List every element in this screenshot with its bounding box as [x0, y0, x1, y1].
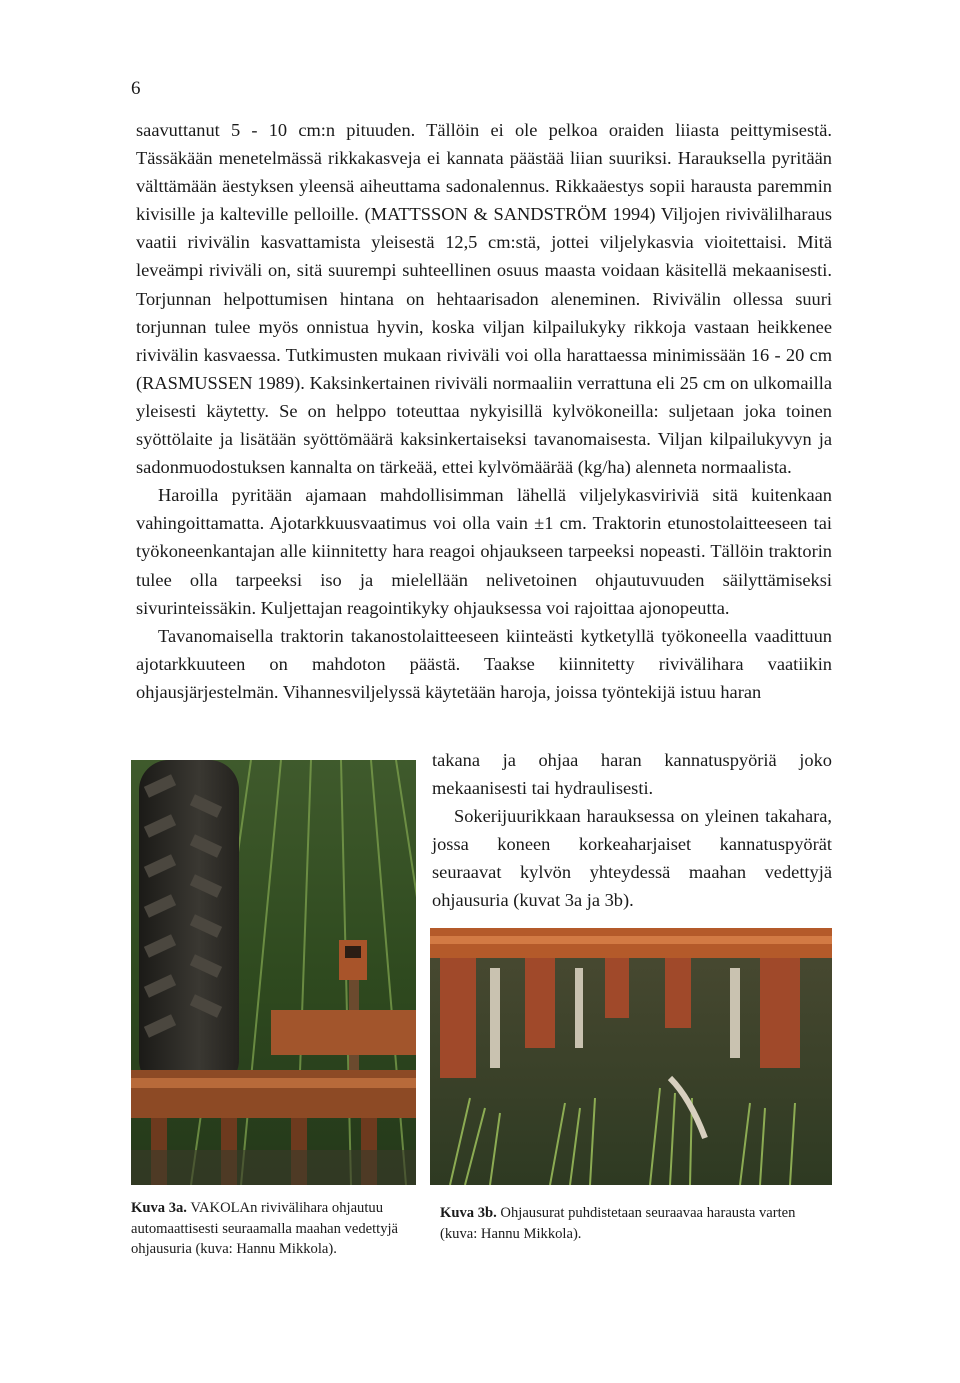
caption-3b [440, 1203, 820, 1244]
body-text [136, 116, 832, 706]
paragraph-3: Tavanomaisella traktorin takanostolaitteeseen kiinteästi kytketyllä työkoneella vaadittuun ajotarkkuuteen on mahdoton päästä. Taakse kiinnitetty rivivälihara vaatiikin ohjausjärjestelmän. Vihannesviljelyssä käytetään haroja, joissa työntekijä istuu haran [136, 625, 832, 702]
photo-3a-tractor-wheel-hoe [131, 760, 416, 1185]
side-text [432, 746, 832, 915]
photo-3b-guide-grooves [430, 928, 832, 1185]
paragraph-4: Sokerijuurikkaan harauksessa on yleinen takahara, jossa koneen korkeaharjaiset kannatuspyörät seuraavat kylvön yhteydessä maahan vedettyjä ohjausuria (kuvat 3a ja 3b). [432, 806, 832, 911]
caption-3a [131, 1198, 431, 1260]
paragraph-1: saavuttanut 5 - 10 cm:n pituuden. Tällöin ei ole pelkoa oraiden liiasta peittymisestä. Tässäkään menetelmässä rikkakasveja ei kannata päästää liian suuriksi. Harauksella pyritään välttämään äestyksen yleensä aiheuttama sadonalennus. Rikkaäestys sopii harausta paremmin kivisille ja kalteville pelloille. (MATTSSON & SANDSTRÖM 1994) Viljojen rivivälilharaus vaatii rivivälin kasvattamista yleisestä 12,5 cm:stä, jottei viljelykasvia vioitettaisi. Mitä leveämpi riviväli on, sitä suurempi suhteellinen osuus maasta voidaan käsitellä mekaanisesti. Torjunnan helpottumisen hintana on hehtaarisadon aleneminen. Rivivälin ollessa suuri torjunnan tulee myös onnistua hyvin, koska viljan kilpailukyky rikkoja vastaan heikkenee rivivälin kasvaessa. Tutkimusten mukaan riviväli voi olla harattaessa minimissään 16 - 20 cm (RASMUSSEN 1989). Kaksinkertainen riviväli normaaliin verrattuna eli 25 cm on ulkomailla yleisesti käytetty. Se on helppo toteuttaa nykyisillä kylvökoneilla: suljetaan joka toinen syöttölaite ja lisätään syöttömäärä kaksinkertaiseksi tavanomaisesta. Viljan kilpailukyvyn ja sadonmuodostuksen kannalta on tärkeää, ettei kylvömäärää (kg/ha) alenneta normaalista. [136, 120, 832, 478]
caption-3b-label: Kuva 3b. [440, 1205, 497, 1221]
paragraph-3-continued: takana ja ohjaa haran kannatuspyöriä joko mekaanisesti tai hydraulisesti. [432, 750, 832, 799]
paragraph-2: Haroilla pyritään ajamaan mahdollisimman lähellä viljelykasviriviä sitä kuitenkaan vahingoittamatta. Ajotarkkuusvaatimus voi olla vain ±1 cm. Traktorin etunostolaitteeseen tai työkoneenkantajan alle kiinnitetty hara reagoi ohjaukseen tarpeeksi nopeasti. Tällöin traktorin tulee olla tarpeeksi iso ja mielellään nelivetoinen ohjautuvuuden säilyttämiseksi sivurinteissäkin. Kuljettajan reagointikyky ohjauksessa voi rajoittaa ajonopeutta. [136, 485, 832, 618]
caption-3b-text: Ohjausurat puhdistetaan seuraavaa harausta varten (kuva: Hannu Mikkola). [440, 1205, 796, 1242]
page-number: 6 [131, 78, 141, 99]
caption-3a-label: Kuva 3a. [131, 1200, 187, 1216]
caption-3a-text: VAKOLAn rivivälihara ohjautuu automaattisesti seuraamalla maahan vedettyjä ohjausuria (kuva: Hannu Mikkola). [131, 1200, 399, 1257]
